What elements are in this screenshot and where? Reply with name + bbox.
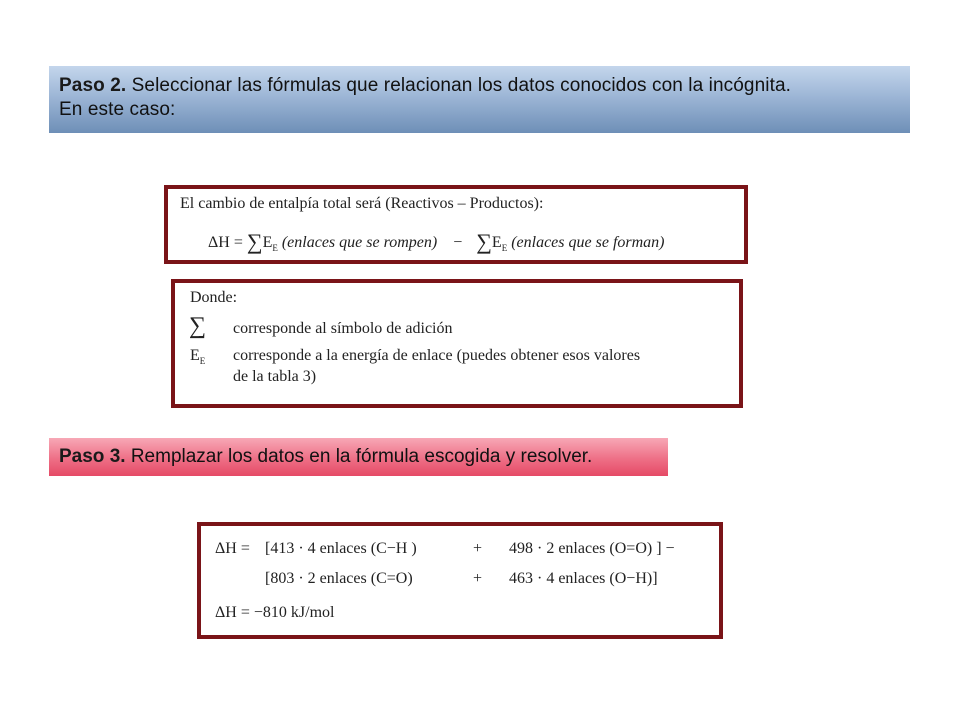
sum-symbol-definition: ∑	[189, 313, 207, 339]
sum-symbol-1: ∑	[246, 229, 263, 254]
definitions-box	[171, 279, 743, 408]
ee-symbol: E	[190, 347, 200, 364]
calc-lhs: ΔH =	[215, 540, 250, 557]
definitions-title: Donde:	[190, 289, 238, 306]
ee-symbol-subscript: E	[199, 356, 206, 366]
bonds-formed-text: (enlaces que se forman)	[511, 234, 665, 251]
calc-line1-plus: +	[473, 540, 483, 557]
calculation-box	[197, 522, 723, 639]
step2-banner	[49, 66, 910, 133]
enthalpy-formula-box	[164, 185, 748, 264]
ee-symbol-definition	[190, 347, 205, 365]
ee-description-line2: de la tabla 3)	[233, 368, 317, 385]
ee-symbol-2: E	[491, 234, 502, 251]
calc-line2-part-a: [803 · 2 enlaces (C=O)	[265, 570, 413, 587]
calc-result: ΔH = −810 kJ/mol	[215, 604, 335, 621]
step3-text: Remplazar los datos en la fórmula escogida y resolver.	[125, 446, 593, 467]
formula-title: El cambio de entalpía total será (Reactivos – Productos):	[180, 195, 544, 212]
ee-subscript-2: E	[501, 243, 508, 253]
step2-text: Seleccionar las fórmulas que relacionan los datos conocidos con la incógnita.	[126, 75, 791, 96]
minus-sign: −	[453, 234, 463, 251]
step2-label: Paso 2.	[59, 75, 127, 96]
step3-banner	[49, 438, 668, 476]
calc-line2-plus: +	[473, 570, 483, 587]
calc-line2-part-b: 463 · 4 enlaces (O−H)]	[509, 570, 658, 587]
enthalpy-formula	[208, 227, 665, 253]
step2-text-line2: En este caso:	[59, 99, 176, 120]
ee-symbol-1: E	[262, 234, 273, 251]
step3-label: Paso 3.	[59, 446, 126, 467]
ee-subscript-1: E	[272, 243, 278, 253]
sum-description: corresponde al símbolo de adición	[233, 320, 453, 337]
calc-line1-part-b: 498 · 2 enlaces (O=O) ] −	[509, 540, 675, 557]
calc-line1-part-a: [413 · 4 enlaces (C−H )	[265, 540, 417, 557]
delta-h-lhs: ΔH =	[208, 234, 243, 251]
bonds-broken-text: (enlaces que se rompen)	[281, 234, 438, 251]
sum-symbol-2: ∑	[476, 229, 492, 254]
ee-description-line1: corresponde a la energía de enlace (puedes obtener esos valores	[233, 347, 641, 364]
